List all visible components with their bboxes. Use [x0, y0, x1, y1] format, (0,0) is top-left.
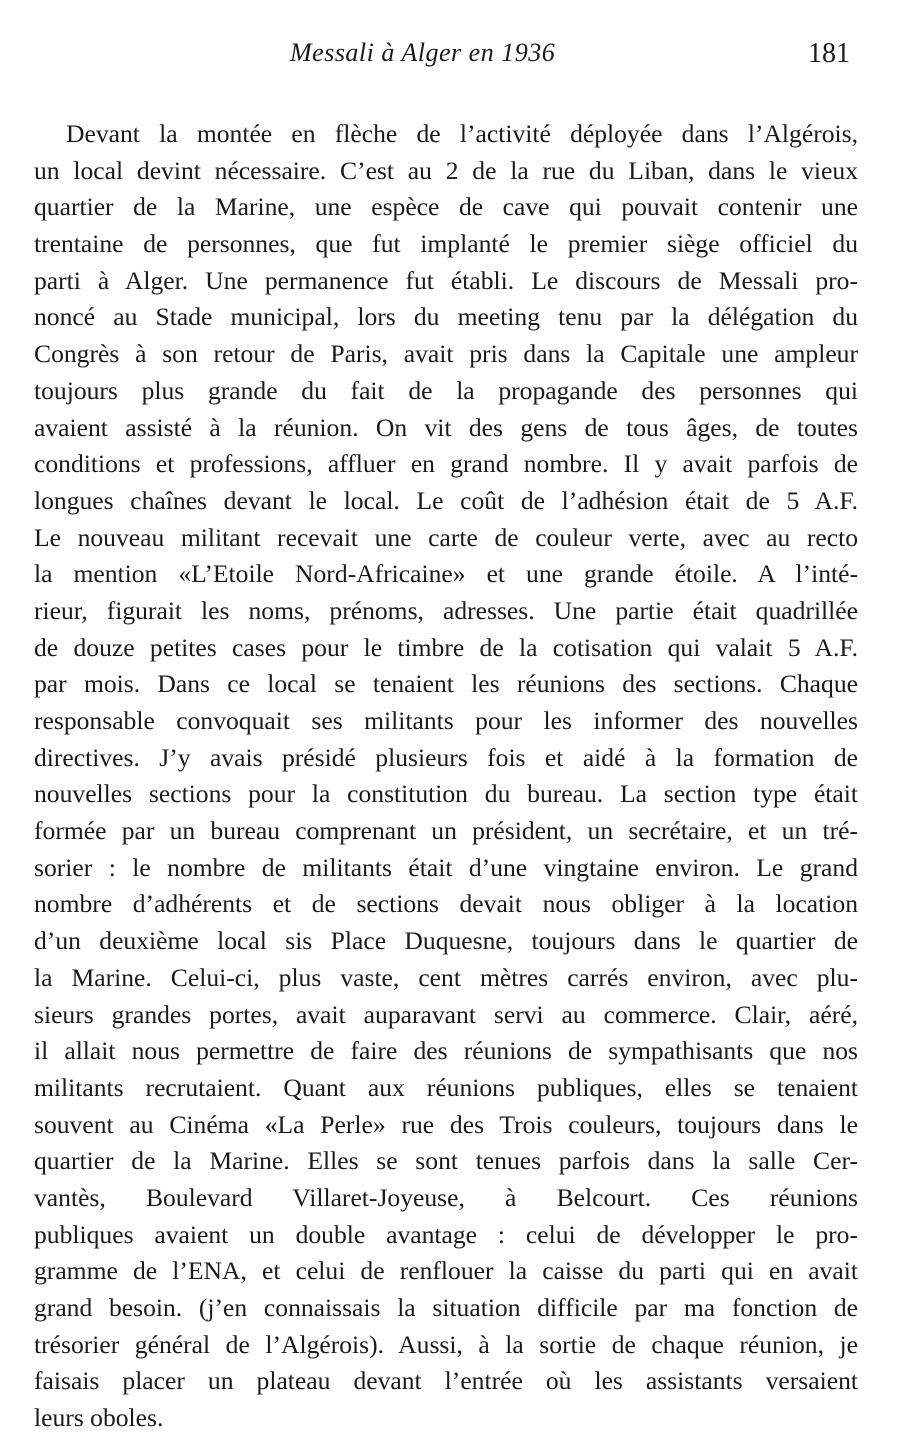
text-line: faisais placer un plateau devant l’entrée où les assistants versaient — [34, 1366, 858, 1396]
text-line: Le nouveau militant recevait une carte de couleur verte, avec au recto — [34, 522, 858, 552]
text-line: militants recrutaient. Quant aux réunions publiques, elles se tenaient — [34, 1072, 858, 1102]
text-line: trésorier général de l’Algérois). Aussi, à la sortie de chaque réunion, je — [34, 1329, 858, 1359]
text-line: nombre d’adhérents et de sections devait nous obliger à la location — [34, 889, 858, 919]
text-line: vantès, Boulevard Villaret-Joyeuse, à Belcourt. Ces réunions — [34, 1182, 858, 1212]
text-line: d’un deuxième local sis Place Duquesne, toujours dans le quartier de — [34, 926, 858, 956]
text-line: sorier : le nombre de militants était d’une vingtaine environ. Le grand — [34, 852, 858, 882]
text-line: Congrès à son retour de Paris, avait pris dans la Capitale une ampleur — [34, 339, 858, 369]
text-line: trentaine de personnes, que fut implanté le premier siège officiel du — [34, 229, 858, 259]
text-line: par mois. Dans ce local se tenaient les réunions des sections. Chaque — [34, 669, 858, 699]
text-line: quartier de la Marine. Elles se sont tenues parfois dans la salle Cer- — [34, 1146, 858, 1176]
text-line: un local devint nécessaire. C’est au 2 de la rue du Liban, dans le vieux — [34, 155, 858, 185]
text-line: Devant la montée en flèche de l’activité déployée dans l’Algérois, — [66, 119, 858, 148]
text-line: parti à Alger. Une permanence fut établi. Le discours de Messali pro- — [34, 265, 858, 295]
text-line: grand besoin. (j’en connaissais la situation difficile par ma fonction de — [34, 1293, 858, 1322]
text-line: noncé au Stade municipal, lors du meeting tenu par la délégation du — [34, 302, 858, 332]
running-title: Messali à Alger en 1936 — [290, 38, 556, 67]
running-head — [0, 38, 900, 78]
text-line: il allait nous permettre de faire des réunions de sympathisants que nos — [34, 1036, 858, 1066]
text-line: sieurs grandes portes, avait auparavant servi au commerce. Clair, aéré, — [34, 999, 858, 1029]
text-line: souvent au Cinéma «La Perle» rue des Trois couleurs, toujours dans le — [34, 1109, 858, 1139]
text-line: quartier de la Marine, une espèce de cave qui pouvait contenir une — [34, 192, 858, 222]
text-line: la Marine. Celui-ci, plus vaste, cent mètres carrés environ, avec plu- — [34, 962, 858, 992]
text-line: avaient assisté à la réunion. On vit des gens de tous âges, de toutes — [34, 412, 858, 442]
text-line: toujours plus grande du fait de la propagande des personnes qui — [34, 375, 858, 405]
text-line: longues chaînes devant le local. Le coût de l’adhésion était de 5 A.F. — [34, 485, 858, 515]
page-number: 181 — [808, 38, 850, 69]
text-line: nouvelles sections pour la constitution du bureau. La section type était — [34, 779, 858, 809]
text-line: de douze petites cases pour le timbre de la cotisation qui valait 5 A.F. — [34, 632, 858, 662]
text-line: leurs oboles. — [34, 1403, 164, 1433]
text-line: la mention «L’Etoile Nord-Africaine» et une grande étoile. A l’inté- — [34, 559, 858, 589]
text-line: responsable convoquait ses militants pour les informer des nouvelles — [34, 706, 858, 735]
text-line: publiques avaient un double avantage : celui de développer le pro- — [34, 1219, 858, 1249]
text-line: directives. J’y avais présidé plusieurs fois et aidé à la formation de — [34, 742, 858, 772]
text-line: conditions et professions, affluer en grand nombre. Il y avait parfois de — [34, 449, 858, 479]
body-paragraph — [34, 116, 858, 1437]
text-line: formée par un bureau comprenant un président, un secrétaire, et un tré- — [34, 816, 858, 846]
text-line: rieur, figurait les noms, prénoms, adresses. Une partie était quadrillée — [34, 595, 858, 625]
text-line: gramme de l’ENA, et celui de renflouer la caisse du parti qui en avait — [34, 1256, 858, 1286]
